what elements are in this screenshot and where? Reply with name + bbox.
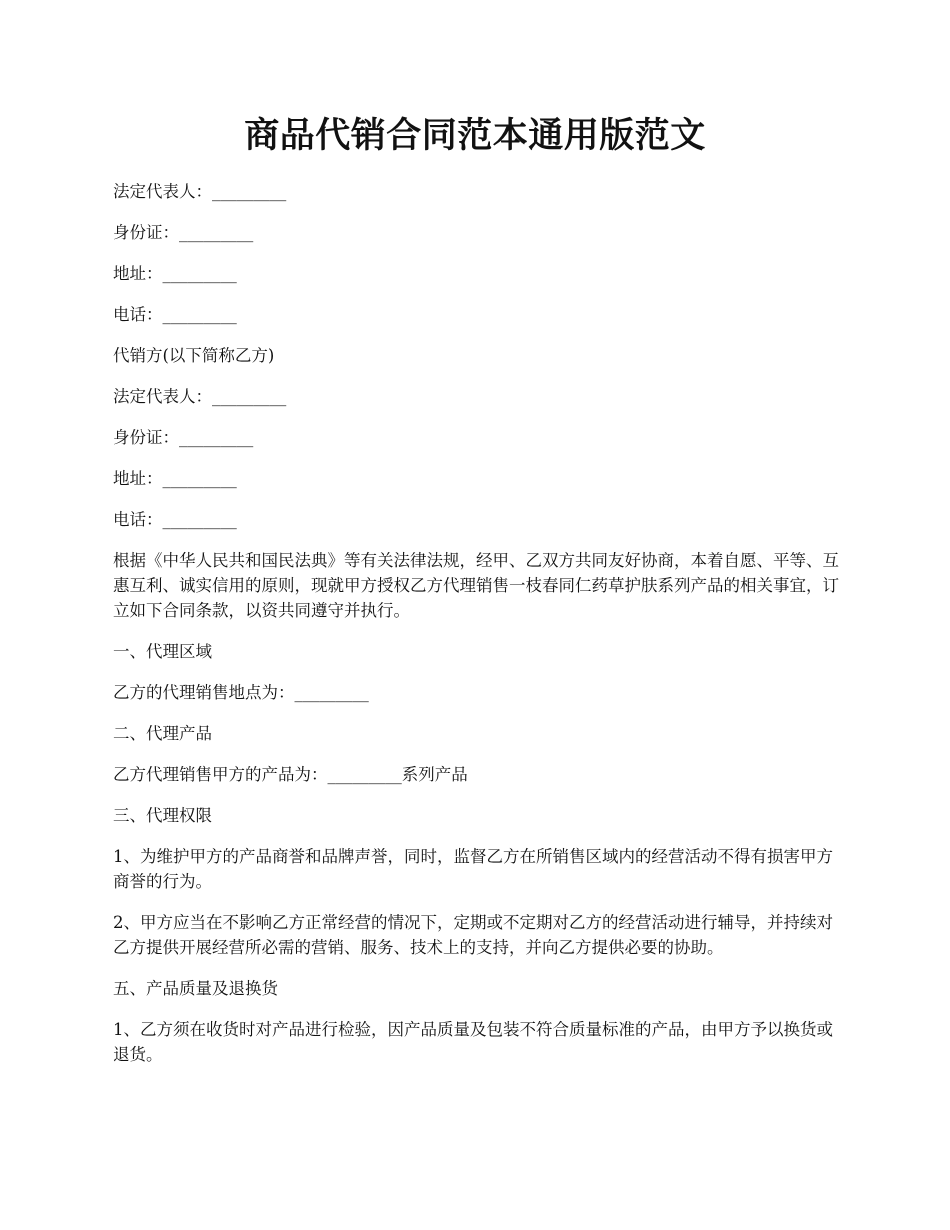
- party-b-heading: 代销方(以下简称乙方): [113, 346, 275, 365]
- section-heading-agency-authority: 三、代理权限: [113, 806, 212, 825]
- authority-clause-2: 2、甲方应当在不影响乙方正常经营的情况下，定期或不定期对乙方的经营活动进行辅导，并持续对乙方提供开展经营所必需的营销、服务、技术上的支持，并向乙方提供必要的协助。: [113, 913, 833, 957]
- authority-clause-1: 1、为维护甲方的产品商誉和品牌声誉，同时，监督乙方在所销售区域内的经营活动不得有损害甲方商誉的行为。: [113, 847, 833, 891]
- quality-clause-1: 1、乙方须在收货时对产品进行检验，因产品质量及包装不符合质量标准的产品，由甲方予以换货或退货。: [113, 1020, 833, 1064]
- address-field-party-b: 地址：_________: [113, 469, 237, 488]
- id-card-field-party-a: 身份证：_________: [113, 223, 254, 242]
- phone-field-party-b: 电话：_________: [113, 510, 237, 529]
- legal-rep-field-party-b: 法定代表人：_________: [113, 387, 287, 406]
- section-heading-agency-products: 二、代理产品: [113, 724, 212, 743]
- id-card-field-party-b: 身份证：_________: [113, 428, 254, 447]
- section-heading-quality-returns: 五、产品质量及退换货: [113, 979, 278, 998]
- preamble-paragraph: 根据《中华人民共和国民法典》等有关法律法规，经甲、乙双方共同友好协商，本着自愿、平等、互惠互利、诚实信用的原则，现就甲方授权乙方代理销售一枝春同仁药草护肤系列产品的相关事宜，订立如下合同条款，以资共同遵守并执行。: [113, 551, 839, 620]
- document-body: [113, 179, 848, 1083]
- agency-products-field: 乙方代理销售甲方的产品为：_________系列产品: [113, 765, 468, 784]
- phone-field-party-a: 电话：_________: [113, 305, 237, 324]
- section-heading-agency-area: 一、代理区域: [113, 642, 212, 661]
- agency-area-field: 乙方的代理销售地点为：_________: [113, 683, 369, 702]
- legal-rep-field-party-a: 法定代表人：_________: [113, 182, 287, 201]
- address-field-party-a: 地址：_________: [113, 264, 237, 283]
- document-title: 商品代销合同范本通用版范文: [244, 115, 706, 156]
